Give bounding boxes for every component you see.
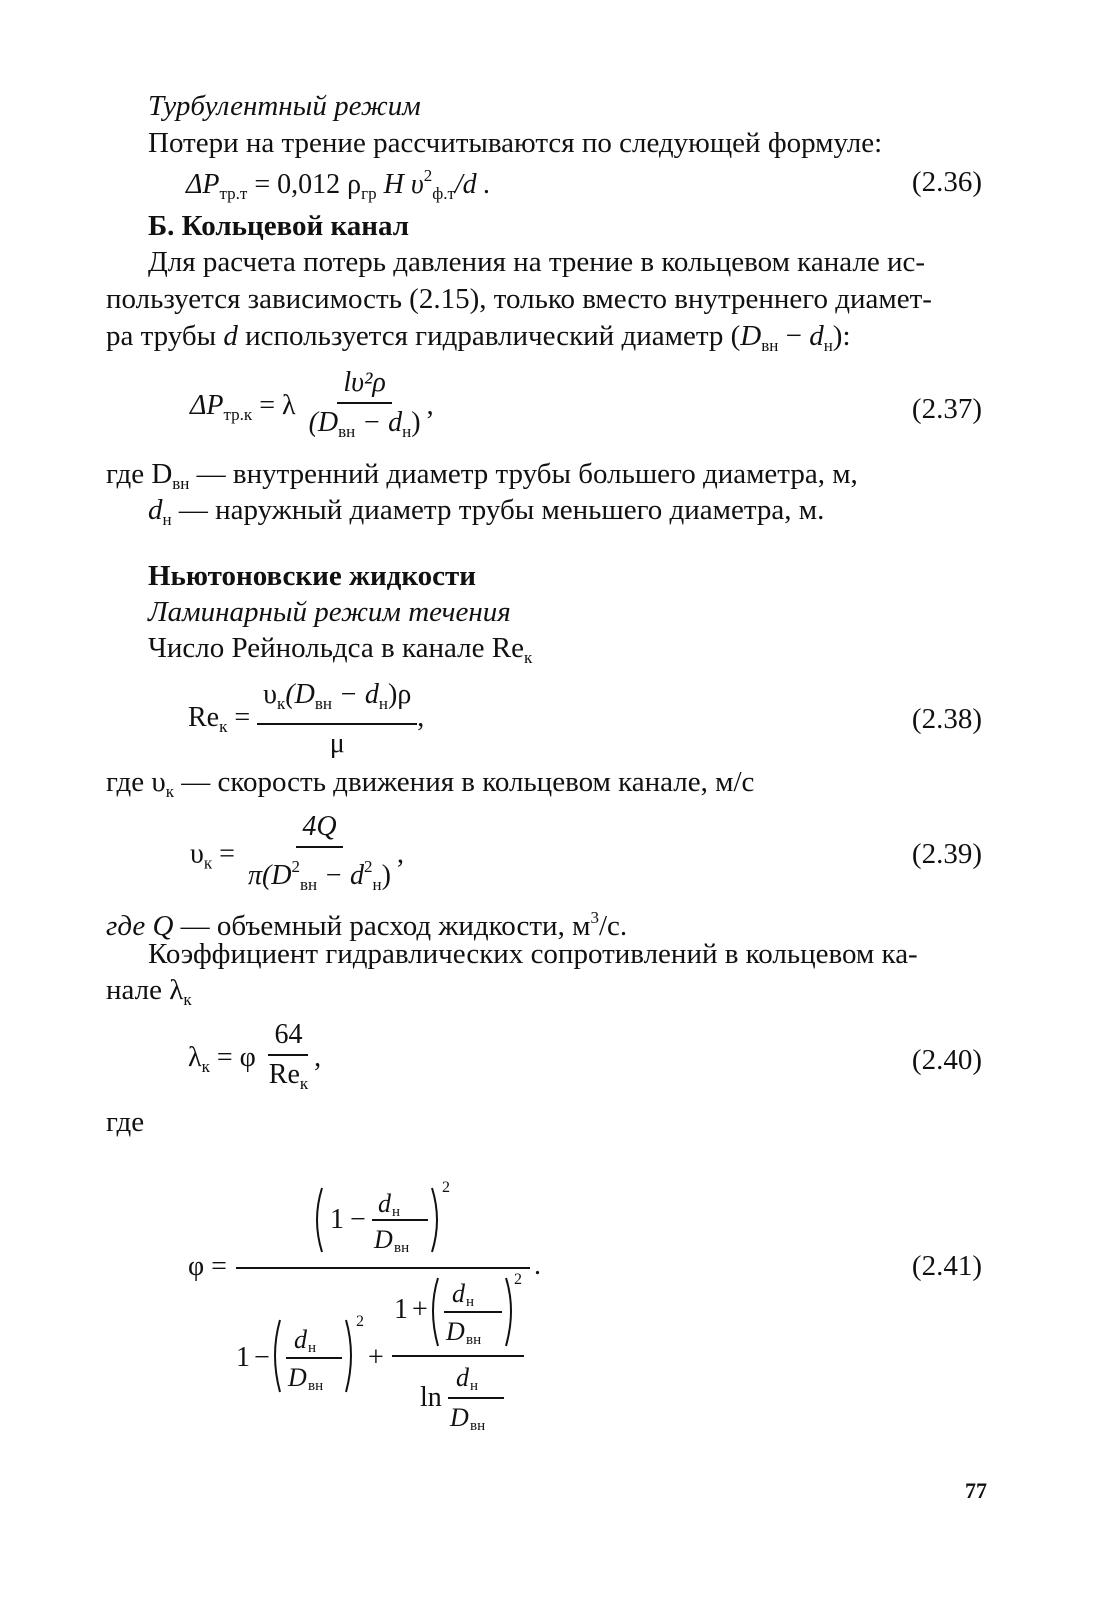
svg-text:1: 1 xyxy=(330,1204,344,1235)
page-number: 77 xyxy=(965,1478,987,1503)
svg-text:ln: ln xyxy=(420,1382,442,1413)
equation-number-2-37: (2.37) xyxy=(911,393,982,425)
equation-number-2-36: (2.36) xyxy=(911,166,982,198)
svg-text:н: н xyxy=(308,1340,317,1356)
svg-text:−: − xyxy=(254,1342,270,1373)
equation-2-37: $\Delta P_{тр.к} = \lambda$ $\frac{\text{lυ²ρ}}{(D_{вн} - d_н)}$ , xyxy=(190,366,434,449)
svg-text:вн: вн xyxy=(394,1240,410,1256)
svg-text:2: 2 xyxy=(442,1179,450,1196)
fraction: $\frac{64}{Re_к}$ xyxy=(268,1019,309,1093)
where-Dvn: где $D_{вн}$ — внутренний диаметр трубы большего диаметра, м, xyxy=(106,458,858,493)
svg-text:−: − xyxy=(350,1204,366,1235)
section-heading-ring-channel: Б. Кольцевой канал xyxy=(148,210,409,242)
svg-text:d: d xyxy=(452,1279,465,1308)
fraction: $\frac{\text{lυ²ρ}}{(D_{вн} - d_н)}$ xyxy=(308,367,421,441)
paragraph-ring-line1: Для расчета потерь давления на трение в кольцевом канале ис- xyxy=(148,246,925,278)
svg-text:н: н xyxy=(470,1378,479,1394)
heading-turbulent: Турбулентный режим xyxy=(148,90,421,122)
equation-2-38: $Re_к$ = $\frac{\upsilon_к(D_{вн} - d_н)\rho}{\mu}$ , xyxy=(188,679,425,759)
paragraph-friction-losses: Потери на трение рассчитываются по следующей формуле: xyxy=(148,127,883,159)
svg-text:+: + xyxy=(412,1294,428,1325)
svg-text:D: D xyxy=(374,1225,393,1254)
where-flow-rate: где Q — объемный расход жидкости, $м^3/с$. xyxy=(106,908,628,942)
equation-2-41 xyxy=(180,1170,580,1445)
svg-text:D: D xyxy=(450,1403,469,1432)
svg-text:d: d xyxy=(456,1363,469,1392)
heading-newtonian-fluids: Ньютоновские жидкости xyxy=(148,560,477,592)
svg-text:н: н xyxy=(466,1294,475,1310)
svg-text:D: D xyxy=(288,1363,307,1392)
svg-text:+: + xyxy=(368,1342,384,1373)
equation-2-40: $\lambda_к = \varphi$ $\frac{64}{Re_к}$ , xyxy=(188,1018,321,1101)
fraction: $\frac{\upsilon_к(D_{вн} - d_н)\rho}{\mu}$ xyxy=(257,678,417,761)
svg-text:φ =: φ = xyxy=(188,1251,227,1282)
svg-text:d: d xyxy=(378,1189,391,1218)
svg-text:2: 2 xyxy=(356,1313,364,1330)
paragraph-coefficient-line1: Коэффициент гидравлических сопротивлений в кольцевом ка- xyxy=(148,938,918,970)
svg-text:D: D xyxy=(446,1317,465,1346)
equation-number-2-41: (2.41) xyxy=(911,1250,982,1282)
svg-text:2: 2 xyxy=(514,1271,522,1288)
svg-text:1: 1 xyxy=(394,1294,408,1325)
fraction: $\frac{4Q}{\pi(D^2_{вн} - d^2_н)}$ xyxy=(247,811,391,894)
paragraph-ring-line3: ра трубы d используется гидравлический диаметр $(D_{вн} - d_н)$: xyxy=(106,320,851,355)
paragraph-coefficient-line2: нале $\lambda_к$ xyxy=(106,974,192,1009)
equation-number-2-39: (2.39) xyxy=(911,838,982,870)
svg-text:d: d xyxy=(294,1325,307,1354)
svg-text:вн: вн xyxy=(470,1418,486,1434)
svg-text:.: . xyxy=(534,1250,541,1281)
equation-2-39: $\upsilon_к$ = $\frac{4Q}{\pi(D^2_{вн} - d^2_н)}$ , xyxy=(190,810,404,902)
paragraph-ring-line2: пользуется зависимость (2.15), только вместо внутреннего диамет- xyxy=(106,283,932,315)
where-velocity: где $\upsilon_к$ — скорость движения в кольцевом канале, м/с xyxy=(106,766,755,801)
equation-number-2-40: (2.40) xyxy=(911,1044,982,1076)
svg-text:вн: вн xyxy=(466,1332,482,1348)
svg-text:н: н xyxy=(392,1204,401,1220)
equation-2-36: $\Delta P_{тр.т} = 0,012$ $\rho_{гр}$ H $\upsilon^2_{ф.т}/d$ . xyxy=(186,166,491,203)
svg-text:вн: вн xyxy=(308,1378,324,1394)
heading-laminar: Ламинарный режим течения xyxy=(148,596,511,628)
where-dn: $d_н$ — наружный диаметр трубы меньшего диаметра, м. xyxy=(148,494,825,529)
paragraph-reynolds: Число Рейнольдса в канале $Re_к$ xyxy=(148,632,533,667)
svg-text:1: 1 xyxy=(236,1342,250,1373)
equation-number-2-38: (2.38) xyxy=(911,703,982,735)
where-label: где xyxy=(106,1106,145,1138)
